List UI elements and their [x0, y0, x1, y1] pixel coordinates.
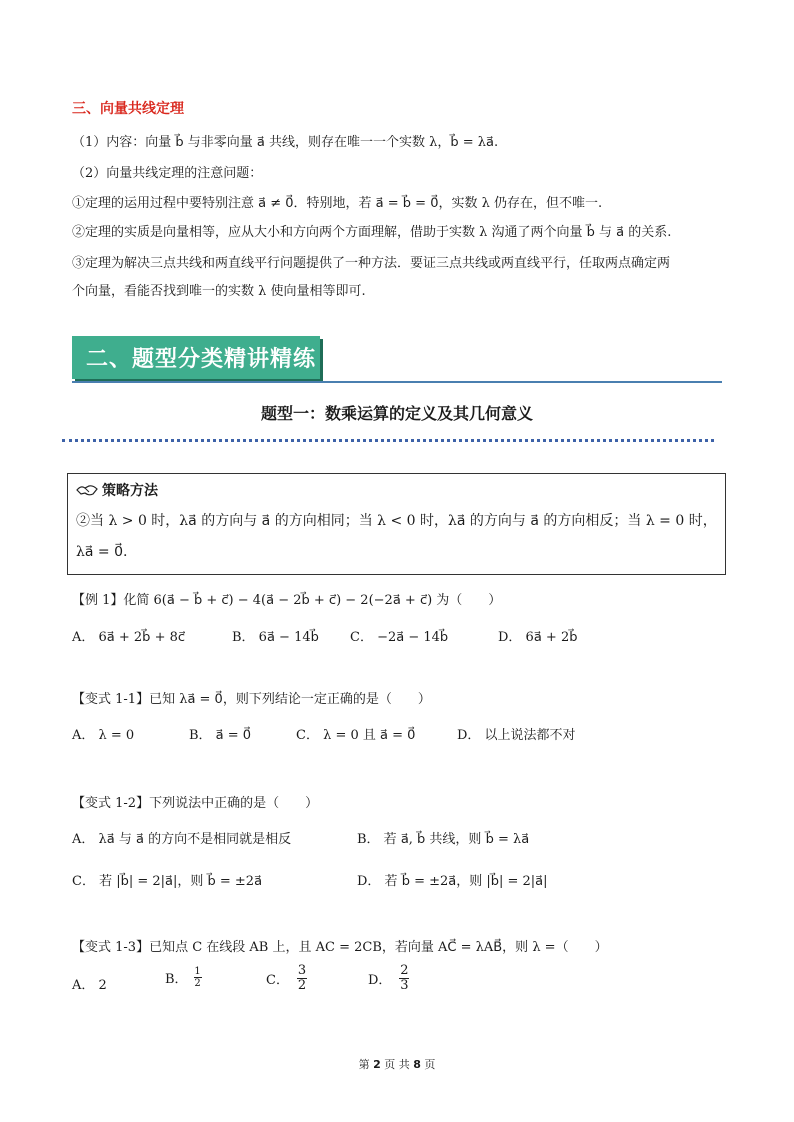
footer-total-pages: 8 — [413, 1058, 421, 1071]
section-title-collinear-theorem: 三、向量共线定理 — [72, 101, 184, 117]
variant-1-2-option-a: A． λa⃗ 与 a⃗ 的方向不是相同就是相反 — [72, 832, 292, 847]
strategy-box — [67, 473, 726, 575]
variant-1-3-option-a: A． 2 — [72, 978, 107, 993]
page-footer — [0, 1056, 794, 1072]
strategy-line-2: λa⃗ = 0⃗. — [76, 544, 128, 560]
example-1-stem: 【例 1】化简 6(a⃗ − b⃗ + c⃗) − 4(a⃗ − 2b⃗ + c⃗) − 2(−2a⃗ + c⃗) 为（ ） — [72, 593, 502, 608]
banner-underline — [72, 381, 722, 383]
paragraph-note-3-line2: 个向量，看能否找到唯一的实数 λ 使向量相等即可. — [72, 284, 366, 299]
example-1-option-d: D． 6a⃗ + 2b⃗ — [498, 630, 578, 645]
fraction-d — [399, 964, 409, 993]
variant-1-3-option-b — [165, 966, 202, 989]
fraction-c — [297, 964, 307, 993]
section-banner — [72, 336, 320, 379]
option-c-label: C． — [266, 973, 289, 988]
variant-1-2-stem: 【变式 1-2】下列说法中正确的是（ ） — [72, 796, 319, 811]
strategy-title-text: 策略方法 — [102, 483, 158, 499]
example-1-option-a: A． 6a⃗ + 2b⃗ + 8c⃗ — [72, 630, 186, 645]
footer-suffix: 页 — [424, 1058, 436, 1071]
variant-1-3-option-c — [266, 964, 307, 993]
paragraph-content: （1）内容：向量 b⃗ 与非零向量 a⃗ 共线，则存在唯一一个实数 λ，b⃗ = λa⃗. — [72, 135, 499, 150]
fraction-b — [194, 966, 202, 989]
paragraph-note-3-line1: ③定理为解决三点共线和两直线平行问题提供了一种方法．要证三点共线或两直线平行，任取两点确定两 — [72, 256, 671, 271]
fraction-b-num: 1 — [194, 966, 201, 977]
footer-prefix: 第 — [358, 1058, 370, 1071]
fraction-d-num: 2 — [400, 963, 409, 978]
variant-1-2-option-b: B． 若 a⃗, b⃗ 共线，则 b⃗ = λa⃗ — [357, 832, 530, 847]
option-d-label: D． — [368, 973, 392, 988]
variant-1-3-option-d — [368, 964, 409, 993]
footer-page-number: 2 — [373, 1058, 381, 1071]
paragraph-note-1: ①定理的运用过程中要特别注意 a⃗ ≠ 0⃗．特别地，若 a⃗ = b⃗ = 0⃗，实数 λ 仍存在，但不唯一. — [72, 196, 603, 211]
fraction-c-num: 3 — [297, 963, 307, 978]
fraction-c-den: 2 — [297, 978, 307, 993]
fraction-d-den: 3 — [400, 978, 409, 993]
variant-1-1-option-a: A． λ = 0 — [72, 728, 135, 743]
dotted-divider — [62, 439, 714, 442]
footer-mid: 页 共 — [384, 1058, 410, 1071]
variant-1-1-stem: 【变式 1-1】已知 λa⃗ = 0⃗，则下列结论一定正确的是（ ） — [72, 692, 431, 707]
variant-1-3-stem: 【变式 1-3】已知点 C 在线段 AB 上，且 AC = 2CB，若向量 AC⃗ = λAB⃗，则 λ =（ ） — [72, 940, 608, 955]
example-1-option-c: C． −2a⃗ − 14b⃗ — [350, 630, 449, 645]
variant-1-1-option-d: D． 以上说法都不对 — [457, 728, 576, 743]
handshake-icon — [76, 483, 98, 497]
option-b-label: B． — [165, 972, 188, 987]
banner-title: 二、题型分类精讲精练 — [86, 347, 317, 372]
variant-1-1-option-b: B． a⃗ = 0⃗ — [189, 728, 252, 743]
example-1-option-b: B． 6a⃗ − 14b⃗ — [232, 630, 319, 645]
variant-1-2-option-d: D． 若 b⃗ = ±2a⃗，则 |b⃗| = 2|a⃗| — [357, 874, 548, 889]
paragraph-note-2: ②定理的实质是向量相等，应从大小和方向两个方面理解，借助于实数 λ 沟通了两个向量 b⃗ 与 a⃗ 的关系. — [72, 225, 672, 240]
strategy-line-1: ②当 λ > 0 时，λa⃗ 的方向与 a⃗ 的方向相同；当 λ < 0 时，λa⃗ 的方向与 a⃗ 的方向相反；当 λ = 0 时， — [76, 513, 717, 529]
variant-1-1-option-c: C． λ = 0 且 a⃗ = 0⃗ — [296, 728, 416, 743]
variant-1-2-option-c: C． 若 |b⃗| = 2|a⃗|，则 b⃗ = ±2a⃗ — [72, 874, 263, 889]
paragraph-notes-heading: （2）向量共线定理的注意问题： — [72, 166, 263, 181]
question-type-heading: 题型一：数乘运算的定义及其几何意义 — [260, 404, 533, 423]
strategy-title — [76, 480, 158, 500]
fraction-b-den: 2 — [194, 978, 201, 989]
